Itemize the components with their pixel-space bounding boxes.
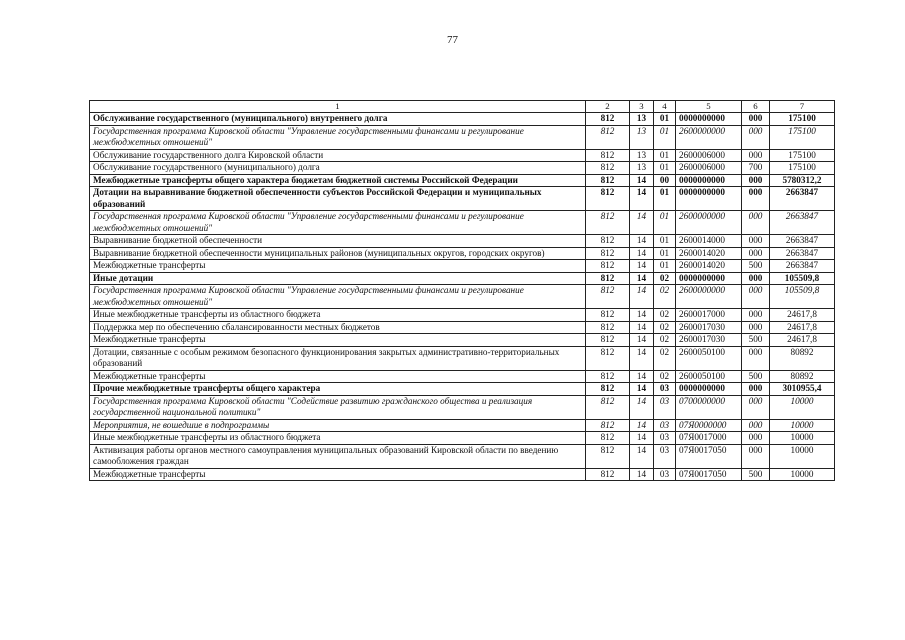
amount-cell: 2663847 — [770, 235, 835, 248]
table-row — [90, 162, 835, 175]
ministry-code-cell: 812 — [586, 260, 630, 273]
amount-cell: 3010955,4 — [770, 383, 835, 396]
target-article-cell: 07Я0017000 — [676, 432, 742, 445]
name-cell: Дотации, связанные с особым режимом безопасного функционирования закрытых административно-территориальных образований — [90, 346, 586, 370]
table-row — [90, 149, 835, 162]
ministry-code-cell: 812 — [586, 235, 630, 248]
ministry-code-cell: 812 — [586, 113, 630, 126]
name-cell: Межбюджетные трансферты — [90, 334, 586, 347]
ministry-code-cell: 812 — [586, 187, 630, 211]
table-row — [90, 419, 835, 432]
name-cell: Государственная программа Кировской области "Управление государственными финансами и регулирование межбюджетных отношений" — [90, 125, 586, 149]
table-row — [90, 247, 835, 260]
table-body — [90, 101, 835, 481]
section-cell: 13 — [630, 162, 654, 175]
ministry-code-cell: 812 — [586, 444, 630, 468]
amount-cell: 24617,8 — [770, 321, 835, 334]
amount-cell: 105509,8 — [770, 285, 835, 309]
table-row — [90, 174, 835, 187]
name-cell: Иные межбюджетные трансферты из областного бюджета — [90, 309, 586, 322]
ministry-code-cell: 812 — [586, 334, 630, 347]
name-cell: Поддержка мер по обеспечению сбалансированности местных бюджетов — [90, 321, 586, 334]
name-cell: Обслуживание государственного долга Кировской области — [90, 149, 586, 162]
table-row — [90, 211, 835, 235]
target-article-cell: 2600014000 — [676, 235, 742, 248]
subsection-cell: 01 — [654, 125, 676, 149]
section-cell: 14 — [630, 247, 654, 260]
ministry-code-cell: 812 — [586, 285, 630, 309]
name-cell: Государственная программа Кировской области "Содействие развитию гражданского общества и реализация государственной национальной политики" — [90, 395, 586, 419]
amount-cell: 10000 — [770, 395, 835, 419]
section-cell: 14 — [630, 260, 654, 273]
subsection-cell: 03 — [654, 432, 676, 445]
expense-type-cell: 000 — [742, 272, 770, 285]
table-row — [90, 235, 835, 248]
target-article-cell: 0000000000 — [676, 174, 742, 187]
expense-type-cell: 000 — [742, 174, 770, 187]
subsection-cell: 01 — [654, 260, 676, 273]
expense-type-cell: 500 — [742, 334, 770, 347]
expense-type-cell: 500 — [742, 260, 770, 273]
table-row — [90, 272, 835, 285]
subsection-cell: 03 — [654, 468, 676, 481]
target-article-cell: 07Я0000000 — [676, 419, 742, 432]
expense-type-cell: 500 — [742, 468, 770, 481]
ministry-code-cell: 812 — [586, 125, 630, 149]
name-cell: Выравнивание бюджетной обеспеченности — [90, 235, 586, 248]
target-article-cell: 2600050100 — [676, 370, 742, 383]
column-header: 3 — [630, 101, 654, 113]
section-cell: 13 — [630, 113, 654, 126]
name-cell: Межбюджетные трансферты — [90, 260, 586, 273]
section-cell: 14 — [630, 419, 654, 432]
ministry-code-cell: 812 — [586, 419, 630, 432]
section-cell: 14 — [630, 334, 654, 347]
subsection-cell: 03 — [654, 444, 676, 468]
name-cell: Государственная программа Кировской области "Управление государственными финансами и регулирование межбюджетных отношений" — [90, 285, 586, 309]
expense-type-cell: 000 — [742, 187, 770, 211]
name-cell: Выравнивание бюджетной обеспеченности муниципальных районов (муниципальных округов, городских округов) — [90, 247, 586, 260]
budget-table — [89, 100, 835, 481]
subsection-cell: 03 — [654, 383, 676, 396]
expense-type-cell: 000 — [742, 235, 770, 248]
expense-type-cell: 000 — [742, 247, 770, 260]
amount-cell: 2663847 — [770, 260, 835, 273]
section-cell: 14 — [630, 235, 654, 248]
table-row — [90, 187, 835, 211]
column-header: 2 — [586, 101, 630, 113]
name-cell: Мероприятия, не вошедшие в подпрограммы — [90, 419, 586, 432]
subsection-cell: 01 — [654, 247, 676, 260]
target-article-cell: 2600014020 — [676, 247, 742, 260]
name-cell: Дотации на выравнивание бюджетной обеспеченности субъектов Российской Федерации и муниципальных образований — [90, 187, 586, 211]
section-cell: 14 — [630, 432, 654, 445]
amount-cell: 80892 — [770, 346, 835, 370]
target-article-cell: 2600000000 — [676, 125, 742, 149]
name-cell: Межбюджетные трансферты общего характера бюджетам бюджетной системы Российской Федерации — [90, 174, 586, 187]
table-row — [90, 432, 835, 445]
target-article-cell: 0000000000 — [676, 383, 742, 396]
target-article-cell: 2600000000 — [676, 211, 742, 235]
expense-type-cell: 500 — [742, 370, 770, 383]
target-article-cell: 2600014020 — [676, 260, 742, 273]
target-article-cell: 0000000000 — [676, 187, 742, 211]
table-row — [90, 346, 835, 370]
target-article-cell: 0700000000 — [676, 395, 742, 419]
section-cell: 14 — [630, 444, 654, 468]
target-article-cell: 07Я0017050 — [676, 468, 742, 481]
table-row — [90, 370, 835, 383]
expense-type-cell: 000 — [742, 346, 770, 370]
subsection-cell: 03 — [654, 395, 676, 419]
table-row — [90, 125, 835, 149]
column-header: 7 — [770, 101, 835, 113]
table-row — [90, 260, 835, 273]
table-row — [90, 113, 835, 126]
ministry-code-cell: 812 — [586, 272, 630, 285]
expense-type-cell: 000 — [742, 321, 770, 334]
name-cell: Межбюджетные трансферты — [90, 468, 586, 481]
section-cell: 13 — [630, 125, 654, 149]
expense-type-cell: 000 — [742, 113, 770, 126]
expense-type-cell: 000 — [742, 309, 770, 322]
amount-cell: 2663847 — [770, 187, 835, 211]
name-cell: Прочие межбюджетные трансферты общего характера — [90, 383, 586, 396]
column-header: 1 — [90, 101, 586, 113]
target-article-cell: 0000000000 — [676, 113, 742, 126]
expense-type-cell: 000 — [742, 419, 770, 432]
ministry-code-cell: 812 — [586, 432, 630, 445]
expense-type-cell: 000 — [742, 395, 770, 419]
expense-type-cell: 000 — [742, 383, 770, 396]
target-article-cell: 2600017030 — [676, 334, 742, 347]
subsection-cell: 02 — [654, 309, 676, 322]
section-cell: 14 — [630, 309, 654, 322]
ministry-code-cell: 812 — [586, 162, 630, 175]
ministry-code-cell: 812 — [586, 321, 630, 334]
subsection-cell: 03 — [654, 419, 676, 432]
section-cell: 14 — [630, 468, 654, 481]
section-cell: 14 — [630, 370, 654, 383]
ministry-code-cell: 812 — [586, 346, 630, 370]
target-article-cell: 2600017030 — [676, 321, 742, 334]
amount-cell: 5780312,2 — [770, 174, 835, 187]
section-cell: 13 — [630, 149, 654, 162]
amount-cell: 175100 — [770, 125, 835, 149]
table-row — [90, 334, 835, 347]
subsection-cell: 01 — [654, 113, 676, 126]
table-row — [90, 468, 835, 481]
section-cell: 14 — [630, 395, 654, 419]
column-header: 5 — [676, 101, 742, 113]
subsection-cell: 01 — [654, 235, 676, 248]
target-article-cell: 2600006000 — [676, 149, 742, 162]
table-row — [90, 321, 835, 334]
section-cell: 14 — [630, 383, 654, 396]
amount-cell: 2663847 — [770, 247, 835, 260]
subsection-cell: 01 — [654, 149, 676, 162]
expense-type-cell: 700 — [742, 162, 770, 175]
expense-type-cell: 000 — [742, 444, 770, 468]
subsection-cell: 01 — [654, 187, 676, 211]
column-header: 6 — [742, 101, 770, 113]
subsection-cell: 01 — [654, 162, 676, 175]
ministry-code-cell: 812 — [586, 309, 630, 322]
table-row — [90, 383, 835, 396]
ministry-code-cell: 812 — [586, 370, 630, 383]
amount-cell: 175100 — [770, 149, 835, 162]
page-number: 77 — [447, 34, 458, 46]
section-cell: 14 — [630, 285, 654, 309]
amount-cell: 24617,8 — [770, 309, 835, 322]
amount-cell: 2663847 — [770, 211, 835, 235]
expense-type-cell: 000 — [742, 125, 770, 149]
ministry-code-cell: 812 — [586, 247, 630, 260]
amount-cell: 10000 — [770, 419, 835, 432]
target-article-cell: 2600000000 — [676, 285, 742, 309]
subsection-cell: 00 — [654, 174, 676, 187]
name-cell: Обслуживание государственного (муниципального) внутреннего долга — [90, 113, 586, 126]
table-header-row — [90, 101, 835, 113]
ministry-code-cell: 812 — [586, 395, 630, 419]
subsection-cell: 02 — [654, 285, 676, 309]
ministry-code-cell: 812 — [586, 383, 630, 396]
name-cell: Иные дотации — [90, 272, 586, 285]
amount-cell: 175100 — [770, 113, 835, 126]
ministry-code-cell: 812 — [586, 211, 630, 235]
table-row — [90, 444, 835, 468]
target-article-cell: 2600006000 — [676, 162, 742, 175]
expense-type-cell: 000 — [742, 149, 770, 162]
amount-cell: 10000 — [770, 432, 835, 445]
expense-type-cell: 000 — [742, 432, 770, 445]
name-cell: Активизация работы органов местного самоуправления муниципальных образований Кировской области по введению самообложения граждан — [90, 444, 586, 468]
subsection-cell: 01 — [654, 211, 676, 235]
column-header: 4 — [654, 101, 676, 113]
amount-cell: 105509,8 — [770, 272, 835, 285]
target-article-cell: 0000000000 — [676, 272, 742, 285]
name-cell: Иные межбюджетные трансферты из областного бюджета — [90, 432, 586, 445]
section-cell: 14 — [630, 211, 654, 235]
section-cell: 14 — [630, 346, 654, 370]
expense-type-cell: 000 — [742, 285, 770, 309]
target-article-cell: 2600017000 — [676, 309, 742, 322]
amount-cell: 10000 — [770, 468, 835, 481]
subsection-cell: 02 — [654, 334, 676, 347]
section-cell: 14 — [630, 187, 654, 211]
subsection-cell: 02 — [654, 321, 676, 334]
table-row — [90, 285, 835, 309]
target-article-cell: 07Я0017050 — [676, 444, 742, 468]
amount-cell: 24617,8 — [770, 334, 835, 347]
subsection-cell: 02 — [654, 346, 676, 370]
target-article-cell: 2600050100 — [676, 346, 742, 370]
ministry-code-cell: 812 — [586, 174, 630, 187]
name-cell: Обслуживание государственного (муниципального) долга — [90, 162, 586, 175]
section-cell: 14 — [630, 321, 654, 334]
ministry-code-cell: 812 — [586, 468, 630, 481]
section-cell: 14 — [630, 174, 654, 187]
name-cell: Государственная программа Кировской области "Управление государственными финансами и регулирование межбюджетных отношений" — [90, 211, 586, 235]
table-row — [90, 395, 835, 419]
amount-cell: 175100 — [770, 162, 835, 175]
amount-cell: 80892 — [770, 370, 835, 383]
subsection-cell: 02 — [654, 272, 676, 285]
subsection-cell: 02 — [654, 370, 676, 383]
ministry-code-cell: 812 — [586, 149, 630, 162]
expense-type-cell: 000 — [742, 211, 770, 235]
table-row — [90, 309, 835, 322]
section-cell: 14 — [630, 272, 654, 285]
name-cell: Межбюджетные трансферты — [90, 370, 586, 383]
amount-cell: 10000 — [770, 444, 835, 468]
